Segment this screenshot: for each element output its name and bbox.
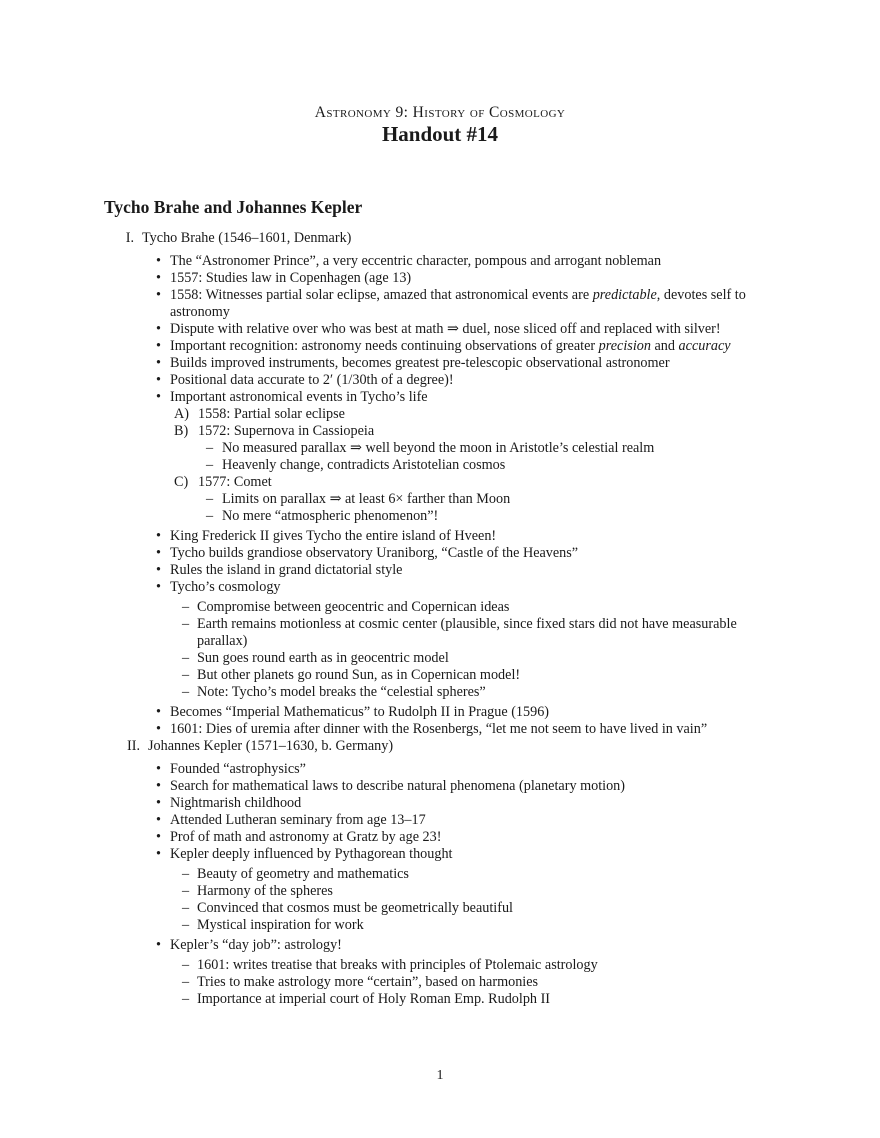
event-item: [0, 406, 880, 423]
event-label: A): [174, 406, 189, 422]
emphasis-text: precision: [598, 338, 651, 354]
list-item: • 1558: Witnesses partial solar eclipse, amazed that astronomical events are predictable, devotes self to astronomy: [156, 287, 746, 320]
list-item: – Harmony of the spheres: [182, 883, 333, 899]
bullet-icon: •: [156, 389, 161, 405]
pythagorean-list: [0, 866, 880, 934]
dash-icon: –: [206, 491, 214, 507]
bullet-icon: •: [156, 270, 161, 286]
part-1-label: I.: [125, 230, 134, 246]
list-item: • Important recognition: astronomy needs continuing observations of greater precision and accuracy: [156, 338, 731, 354]
bullet-icon: •: [156, 761, 161, 777]
list-item: – Tries to make astrology more “certain”, based on harmonies: [182, 974, 539, 990]
bullet-icon: •: [156, 829, 161, 845]
dash-icon: –: [182, 883, 190, 899]
bullet-icon: •: [156, 287, 161, 303]
dash-icon: –: [182, 957, 190, 973]
list-item: • 1557: Studies law in Copenhagen (age 13): [156, 270, 412, 286]
list-item: • Important astronomical events in Tycho’s life: [156, 389, 428, 405]
dash-icon: –: [182, 650, 190, 666]
list-item: • Kepler’s “day job”: astrology!: [156, 937, 342, 953]
cosmology-list: [0, 599, 880, 701]
outline-part-2: [0, 738, 880, 755]
bullet-icon: •: [156, 704, 161, 720]
dash-icon: –: [182, 599, 190, 615]
event-sub-item: – No mere “atmospheric phenomenon”!: [206, 508, 439, 524]
dash-icon: –: [206, 508, 214, 524]
outline-part-1: [0, 230, 880, 247]
list-item: – Importance at imperial court of Holy Roman Emp. Rudolph II: [182, 991, 551, 1007]
bullet-icon: •: [156, 338, 161, 354]
event-text: 1558: Partial solar eclipse: [198, 406, 345, 422]
event-sub-item: – Heavenly change, contradicts Aristotelian cosmos: [206, 457, 506, 473]
list-item: – 1601: writes treatise that breaks with principles of Ptolemaic astrology: [182, 957, 598, 973]
list-item: • Positional data accurate to 2′ (1/30th of a degree)!: [156, 372, 454, 388]
list-item: – Sun goes round earth as in geocentric model: [182, 650, 449, 666]
bullet-icon: •: [156, 372, 161, 388]
section-title: Tycho Brahe and Johannes Kepler: [104, 197, 363, 217]
part-1-bullets-final: [0, 704, 880, 738]
handout-title: Handout #14: [381, 122, 499, 146]
outline: [0, 230, 880, 1008]
list-item: – Convinced that cosmos must be geometrically beautiful: [182, 900, 513, 916]
list-item: • Attended Lutheran seminary from age 13–17: [156, 812, 426, 828]
bullet-icon: •: [156, 846, 161, 862]
part-2-title: Johannes Kepler (1571–1630, b. Germany): [148, 738, 394, 754]
bullet-icon: •: [156, 545, 161, 561]
event-label: B): [174, 423, 189, 439]
list-item: – But other planets go round Sun, as in Copernican model!: [182, 667, 521, 683]
list-item: • Nightmarish childhood: [156, 795, 302, 811]
list-item: • Kepler deeply influenced by Pythagorean thought: [156, 846, 453, 862]
list-item: • Tycho’s cosmology: [156, 579, 281, 595]
dash-icon: –: [182, 866, 190, 882]
dash-icon: –: [182, 900, 190, 916]
page-header: [0, 103, 880, 147]
event-item: [0, 423, 880, 440]
event-label: C): [174, 474, 189, 490]
list-item: • Dispute with relative over who was best at math ⇒ duel, nose sliced off and replaced with silver!: [156, 321, 721, 337]
list-item: – Beauty of geometry and mathematics: [182, 866, 409, 882]
list-item: • Builds improved instruments, becomes greatest pre-telescopic observational astronomer: [156, 355, 670, 371]
part-1-title: Tycho Brahe (1546–1601, Denmark): [142, 230, 352, 246]
bullet-icon: •: [156, 321, 161, 337]
list-item: • Tycho builds grandiose observatory Uraniborg, “Castle of the Heavens”: [156, 545, 579, 561]
event-text: 1577: Comet: [198, 474, 272, 490]
page-number: 1: [436, 1068, 444, 1083]
dash-icon: –: [182, 616, 190, 632]
bullet-icon: •: [156, 528, 161, 544]
dash-icon: –: [182, 974, 190, 990]
bullet-icon: •: [156, 579, 161, 595]
emphasis-text: predictable: [592, 287, 657, 303]
astrology-list: [0, 957, 880, 1008]
list-item: • Prof of math and astronomy at Gratz by age 23!: [156, 829, 442, 845]
dash-icon: –: [182, 917, 190, 933]
part-1-bullets: [0, 253, 880, 406]
dash-icon: –: [182, 991, 190, 1007]
bullet-icon: •: [156, 778, 161, 794]
list-item: – Compromise between geocentric and Copernican ideas: [182, 599, 510, 615]
bullet-icon: •: [156, 721, 161, 737]
list-item: • 1601: Dies of uremia after dinner with the Rosenbergs, “let me not seem to have lived in vain”: [156, 721, 708, 737]
list-item: • King Frederick II gives Tycho the entire island of Hveen!: [156, 528, 497, 544]
list-item: • Founded “astrophysics”: [156, 761, 306, 777]
list-item: – Note: Tycho’s model breaks the “celestial spheres”: [182, 684, 486, 700]
list-item: • Search for mathematical laws to describe natural phenomena (planetary motion): [156, 778, 626, 794]
bullet-icon: •: [156, 812, 161, 828]
event-item: [0, 474, 880, 491]
bullet-icon: •: [156, 562, 161, 578]
dash-icon: –: [206, 440, 214, 456]
part-2-bullets-continued: [0, 937, 880, 954]
bullet-icon: •: [156, 795, 161, 811]
part-2-bullets: [0, 761, 880, 863]
dash-icon: –: [206, 457, 214, 473]
part-1-bullets-continued: [0, 528, 880, 596]
list-item: • Rules the island in grand dictatorial style: [156, 562, 403, 578]
bullet-icon: •: [156, 937, 161, 953]
emphasis-text: accuracy: [678, 338, 731, 354]
list-item: • The “Astronomer Prince”, a very eccentric character, pompous and arrogant nobleman: [156, 253, 662, 269]
bullet-icon: •: [156, 253, 161, 269]
list-item: • Becomes “Imperial Mathematicus” to Rudolph II in Prague (1596): [156, 704, 550, 720]
dash-icon: –: [182, 667, 190, 683]
course-title: Astronomy 9: History of Cosmology: [314, 104, 566, 121]
event-sub-item: – Limits on parallax ⇒ at least 6× farther than Moon: [206, 491, 511, 507]
events-list: [0, 406, 880, 525]
part-2-label: II.: [127, 738, 140, 754]
list-item: – Earth remains motionless at cosmic center (plausible, since fixed stars did not have measurable parallax): [182, 616, 737, 649]
dash-icon: –: [182, 684, 190, 700]
list-item: – Mystical inspiration for work: [182, 917, 364, 933]
bullet-icon: •: [156, 355, 161, 371]
event-sub-item: – No measured parallax ⇒ well beyond the moon in Aristotle’s celestial realm: [206, 440, 655, 456]
event-text: 1572: Supernova in Cassiopeia: [198, 423, 375, 439]
